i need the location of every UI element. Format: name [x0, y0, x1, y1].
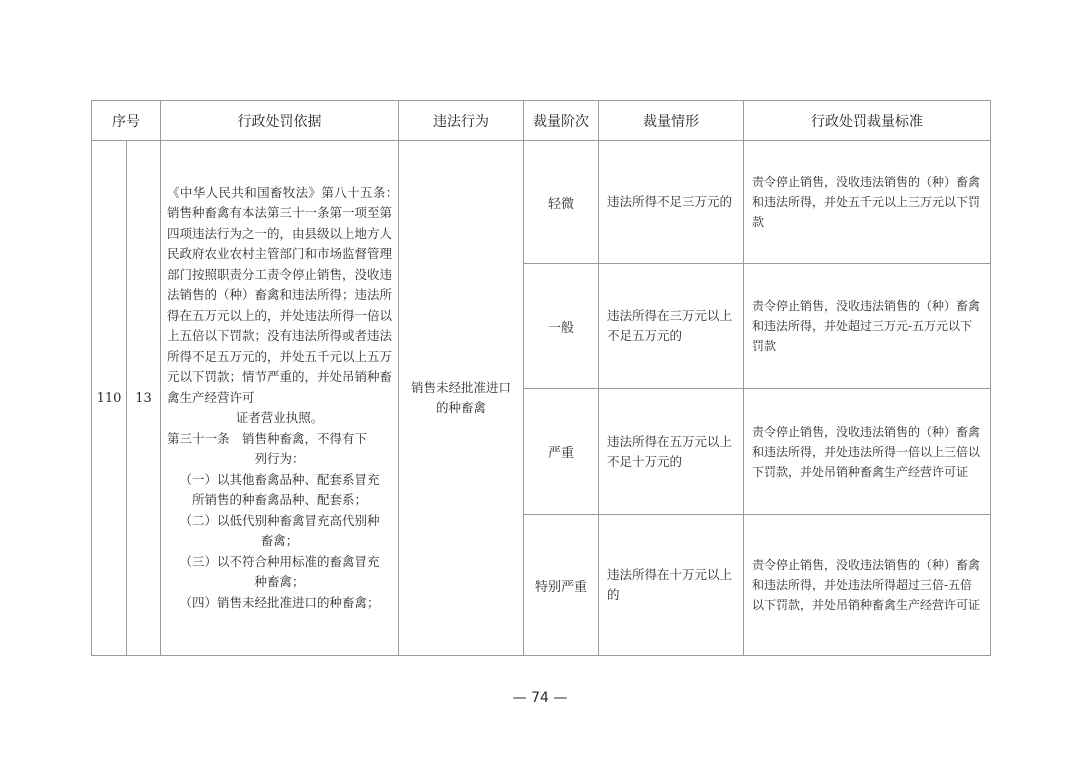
basis-text: 第三十一条 销售种畜禽，不得有下 [167, 430, 368, 446]
tier-situation: 违法所得不足三万元的 [599, 141, 744, 264]
tier-level: 轻微 [524, 141, 599, 264]
tier-level: 一般 [524, 264, 599, 389]
penalty-basis-cell [161, 141, 418, 656]
header-situation: 裁量情形 [599, 101, 744, 141]
basis-text: 畜禽； [260, 533, 299, 549]
header-row [92, 101, 991, 141]
basis-text: 证者营业执照。 [235, 410, 324, 426]
basis-text: （一）以其他畜禽品种、配套系冒充 [179, 471, 380, 487]
basis-text: （四）销售未经批准进口的种畜禽； [179, 594, 380, 610]
penalty-standard-table [91, 100, 991, 656]
basis-text: （三）以不符合种用标准的畜禽冒充 [179, 553, 380, 569]
tier-standard: 责令停止销售，没收违法销售的（种）畜禽和违法所得，并处五千元以上三万元以下罚款 [744, 141, 991, 264]
header-standard: 行政处罚裁量标准 [744, 101, 991, 141]
tier-level: 特别严重 [524, 515, 599, 656]
header-seq: 序号 [92, 101, 161, 141]
header-act: 违法行为 [399, 101, 524, 141]
tier-situation: 违法所得在五万元以上不足十万元的 [599, 389, 744, 515]
violation-act-cell: 销售未经批准进口的种畜禽 [399, 141, 524, 656]
header-level: 裁量阶次 [524, 101, 599, 141]
tier-standard: 责令停止销售，没收违法销售的（种）畜禽和违法所得，并处超过三万元-五万元以下罚款 [744, 264, 991, 389]
basis-text: 列行为： [254, 451, 305, 467]
tier-level: 严重 [524, 389, 599, 515]
row-number: 110 [92, 141, 127, 656]
tier-situation: 违法所得在三万元以上不足五万元的 [599, 264, 744, 389]
basis-text: 《中华人民共和国畜牧法》第八十五条： 销售种畜禽有本法第三十一条第一项至第四项违法行为之一的，由县级以上地方人民政府农业农村主管部门和市场监督管理部门按照职责分工责令停止销售，没收违法销售的（种）畜禽和违法所得；违法所得在五万元以上的，并处违法所得一倍以上五倍以下罚款；没有违法所得或者违法所得不足五万元的，并处五千元以上五万元以下罚款；情节严重的，并处吊销种畜禽生产经营许可 [167, 184, 418, 405]
table-row [92, 141, 991, 264]
tier-standard: 责令停止销售，没收违法销售的（种）畜禽和违法所得，并处违法所得一倍以上三倍以下罚款，并处吊销种畜禽生产经营许可证 [744, 389, 991, 515]
tier-situation: 违法所得在十万元以上的 [599, 515, 744, 656]
page-number: — 74 — [512, 690, 568, 706]
tier-standard: 责令停止销售，没收违法销售的（种）畜禽和违法所得，并处违法所得超过三倍-五倍以下罚款，并处吊销种畜禽生产经营许可证 [744, 515, 991, 656]
basis-text: 所销售的种畜禽品种、配套系； [191, 492, 367, 508]
basis-text: 种畜禽； [254, 574, 305, 590]
row-subnumber: 13 [127, 141, 161, 656]
basis-text: （二）以低代别种畜禽冒充高代别种 [179, 512, 380, 528]
header-basis: 行政处罚依据 [161, 101, 399, 141]
